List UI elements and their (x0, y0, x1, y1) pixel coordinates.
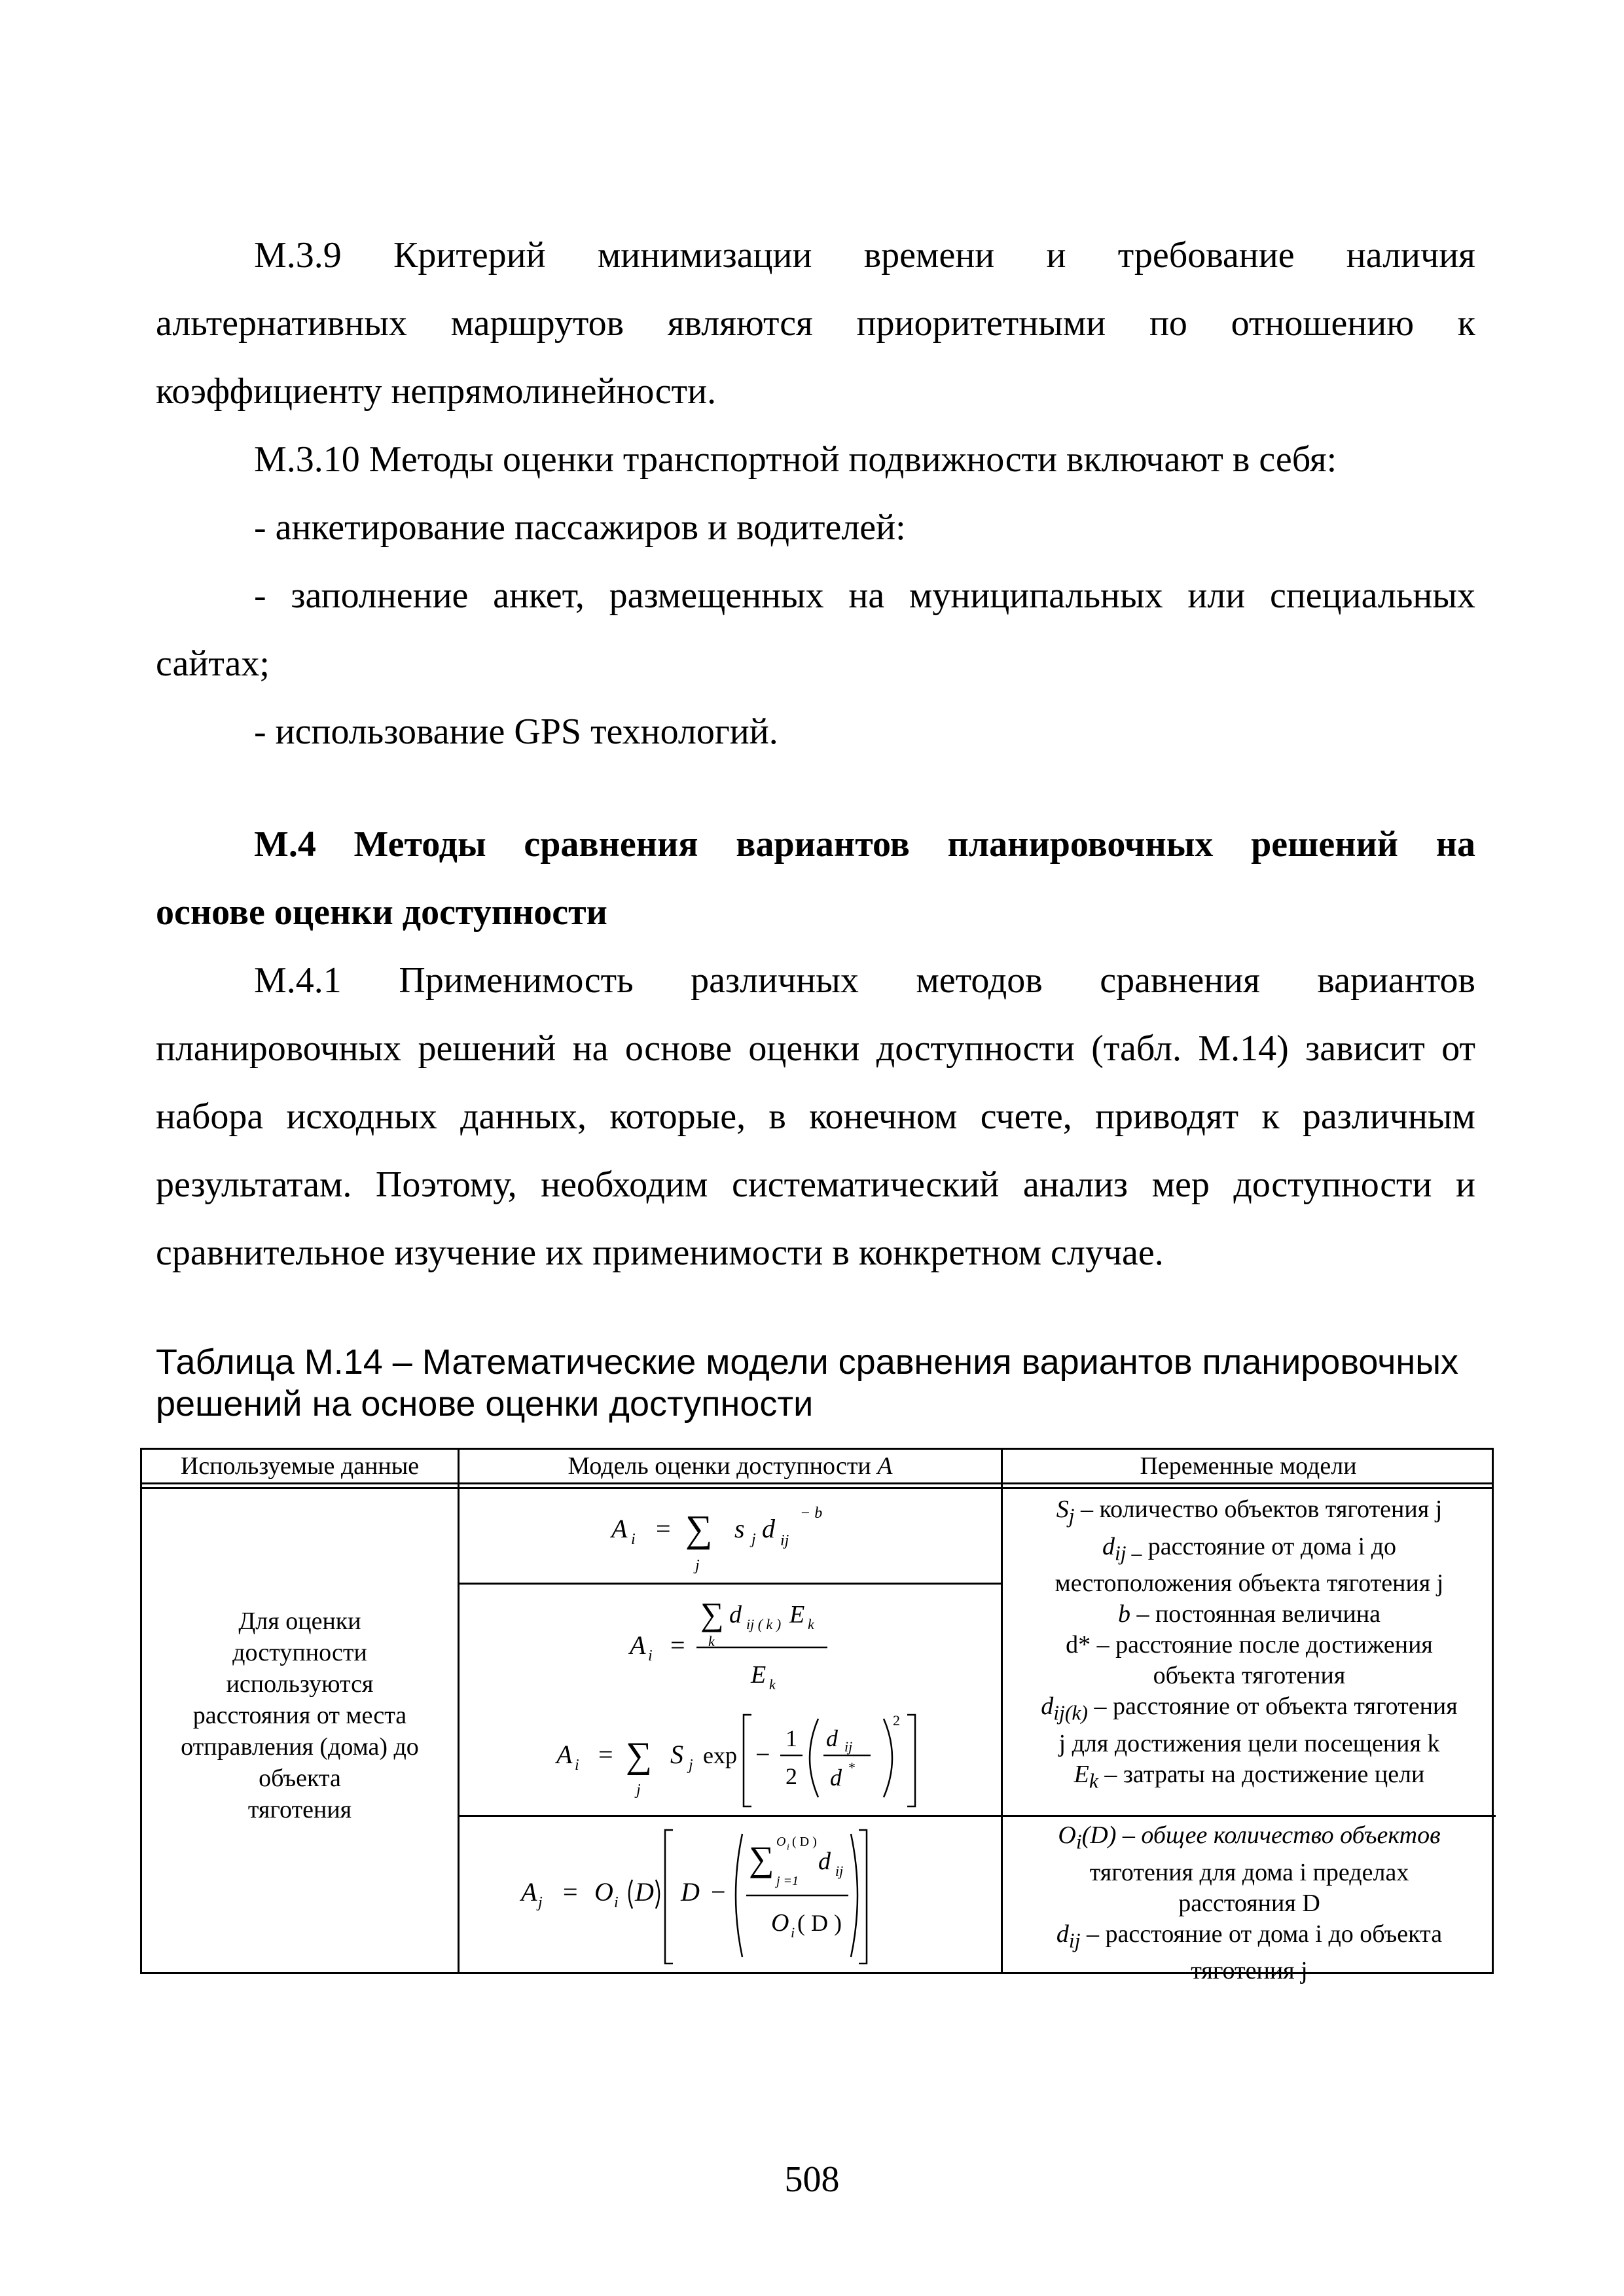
svg-text:j: j (689, 1757, 693, 1774)
p1-line1: М.3.9 Критерий минимизации времени и требование наличия (254, 235, 1475, 276)
var-line: $d_{ij}$ – расстояние от дома i до объекта (1056, 1920, 1443, 1952)
svg-text:( D ): ( D ) (792, 1835, 817, 1849)
formula-cost (460, 1585, 1001, 1699)
svg-text:−: − (711, 1877, 726, 1907)
svg-text:S: S (670, 1740, 683, 1769)
p2: М.3.10 Методы оценки транспортной подвижности включают в себя: (254, 439, 1337, 480)
svg-text:k: k (769, 1676, 776, 1693)
svg-text:i: i (614, 1894, 619, 1911)
p1-line2: альтернативных маршрутов являются приоритетными по отношению к (156, 303, 1475, 344)
models-table (140, 1448, 1494, 1985)
bullet-3: - использование GPS технологий. (254, 711, 778, 752)
svg-text:d: d (762, 1514, 775, 1543)
section-p-line1: М.4.1 Применимость различных методов сравнения вариантов (254, 960, 1475, 1001)
svg-text:exp: exp (703, 1742, 737, 1768)
var-line: местоположения объекта тяготения j (1055, 1570, 1444, 1598)
svg-text:d: d (830, 1765, 842, 1791)
section-p-line2: планировочных решений на основе оценки доступности (табл. М.14) зависит от (156, 1028, 1475, 1069)
section-p-line3: набора исходных данных, которые, в конечном счете, приводят к различным (156, 1096, 1475, 1137)
var-line: тяготения для дома i пределах (1089, 1858, 1409, 1886)
svg-text:j: j (695, 1557, 700, 1574)
section-heading-line2: основе оценки доступности (156, 892, 607, 933)
bullet-2-line2: сайтах; (156, 643, 270, 684)
svg-text:∑: ∑ (700, 1596, 724, 1632)
svg-text:=: = (598, 1740, 613, 1769)
var-line: j для достижения цели посещения k (1058, 1729, 1440, 1757)
svg-text:d: d (826, 1725, 838, 1751)
var-line: $O_i(D)$ – общее количество объектов (1058, 1821, 1441, 1854)
formula-cumulative (460, 1817, 1001, 1974)
svg-text:A: A (556, 1740, 573, 1769)
var-line: $d_{ij(k)}$ – расстояние от объекта тяготения (1041, 1693, 1458, 1725)
svg-text:2: 2 (785, 1763, 797, 1789)
svg-text:d: d (818, 1848, 831, 1875)
header-divider (142, 1482, 1492, 1484)
var-line: $d_{ij -}$ расстояние от дома i до (1102, 1532, 1397, 1565)
svg-text:D: D (635, 1877, 654, 1907)
svg-text:i: i (575, 1757, 579, 1774)
svg-text:( D ): ( D ) (797, 1910, 842, 1936)
section-p-line4: результатам. Поэтому, необходим систематический анализ мер доступности и (156, 1164, 1475, 1205)
svg-text:ij ( k ): ij ( k ) (746, 1616, 782, 1632)
svg-text:A: A (630, 1630, 646, 1660)
bullet-1: - анкетирование пассажиров и водителей: (254, 507, 906, 548)
svg-text:∑: ∑ (685, 1507, 713, 1550)
svg-text:E: E (789, 1601, 805, 1628)
svg-text:*: * (848, 1759, 856, 1776)
svg-text:∑: ∑ (749, 1839, 774, 1878)
variables-block-1 (1003, 1494, 1496, 1796)
svg-text:j: j (751, 1531, 756, 1548)
svg-text:O: O (594, 1877, 613, 1907)
header-model: Модель оценки доступности A (568, 1452, 893, 1480)
var-line: d* – расстояние после достижения (1066, 1631, 1433, 1659)
svg-text:ij: ij (844, 1738, 853, 1755)
svg-text:k: k (708, 1633, 715, 1649)
svg-text:O: O (771, 1909, 789, 1937)
svg-text:ij: ij (780, 1532, 789, 1549)
bullet-2-line1: - заполнение анкет, размещенных на муниципальных или специальных (254, 575, 1475, 616)
svg-text:ij: ij (835, 1863, 844, 1879)
svg-text:i: i (631, 1531, 636, 1548)
var-line: $E_k$ – затраты на достижение цели (1074, 1760, 1425, 1793)
section-heading-line1: М.4 Методы сравнения вариантов планировочных решений на (254, 824, 1475, 865)
table-caption-line2: решений на основе оценки доступности (156, 1384, 814, 1424)
svg-text:j: j (538, 1894, 543, 1911)
svg-text:E: E (751, 1661, 767, 1689)
svg-text:A: A (611, 1514, 628, 1543)
svg-text:i: i (791, 1924, 795, 1941)
svg-text:d: d (729, 1601, 742, 1628)
svg-text:=: = (563, 1877, 578, 1907)
svg-text:2: 2 (893, 1712, 900, 1729)
svg-text:k: k (808, 1616, 814, 1632)
svg-text:1: 1 (785, 1725, 797, 1751)
svg-text:− b: − b (800, 1505, 823, 1522)
table-caption-line1: Таблица М.14 – Математические модели сравнения вариантов планировочных (156, 1342, 1459, 1382)
var-line: расстояния D (1178, 1889, 1320, 1917)
header-used-data: Используемые данные (180, 1452, 420, 1480)
formula-exp (460, 1699, 1001, 1815)
var-line: $S_j$ – количество объектов тяготения j (1056, 1496, 1443, 1528)
var-line: b – постоянная величина (1117, 1600, 1381, 1628)
p1-line3: коэффициенту непрямолинейности. (156, 371, 717, 412)
svg-text:j: j (636, 1782, 641, 1799)
var-line: объекта тяготения (1153, 1662, 1346, 1690)
svg-text:j =1: j =1 (776, 1874, 799, 1888)
svg-text:=: = (656, 1514, 671, 1543)
section-p-line5: сравнительное изучение их применимости в конкретном случае. (156, 1232, 1164, 1273)
svg-text:−: − (755, 1740, 770, 1769)
variables-block-2 (1003, 1820, 1496, 1986)
svg-text:∑: ∑ (626, 1735, 652, 1776)
svg-text:A: A (521, 1877, 537, 1907)
header-variables: Переменные модели (1140, 1452, 1357, 1480)
used-data-cell: Для оценки доступности используются расстояния от места отправления (дома) до объекта тяготения (181, 1607, 419, 1823)
svg-text:i: i (648, 1647, 653, 1664)
svg-text:O: O (776, 1835, 786, 1849)
var-line: тяготения j (1191, 1957, 1308, 1985)
svg-text:i: i (787, 1842, 789, 1852)
formula-gravity (460, 1489, 1001, 1583)
page-number: 508 (784, 2159, 840, 2200)
svg-text:s: s (734, 1514, 745, 1543)
svg-text:=: = (670, 1630, 685, 1660)
svg-text:D: D (681, 1877, 700, 1907)
